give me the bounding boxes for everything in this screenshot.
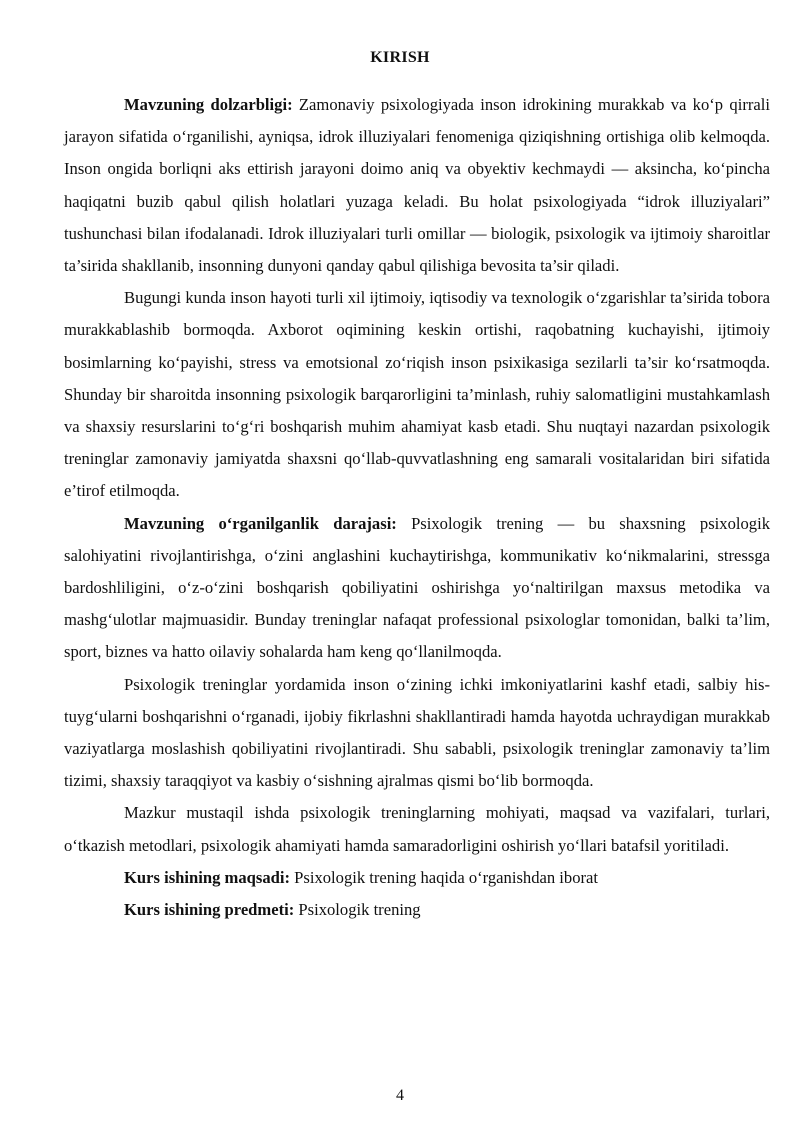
paragraph-lead: Mavzuning dolzarbligi: bbox=[124, 95, 293, 114]
body-text bbox=[64, 89, 770, 926]
paragraph-study-level bbox=[64, 508, 770, 669]
section-title: KIRISH bbox=[370, 49, 430, 66]
page-number: 4 bbox=[396, 1087, 404, 1104]
paragraph-text: Bugungi kunda inson hayoti turli xil ijtimoiy, iqtisodiy va texnologik o‘zgarishlar ta’sirida tobora murakkablashib bormoqda. Axborot oqimining keskin ortishi, raqobatning kuchayishi, ijtimoiy bosimlarning ko‘payishi, stress va emotsional zo‘riqish inson psixikasiga sezilarli ta’sir ko‘rsatmoqda. Shunday bir sharoitda insonning psixologik barqarorligini ta’minlash, ruhiy salomatligini mustahkamlash va shaxsiy resurslarini to‘g‘ri boshqarish muhim ahamiyat kasb etadi. Shu nuqtayi nazardan psixologik treninglar zamonaviy jamiyatda shaxsni qo‘llab-quvvatlashning eng samarali vositalaridan biri sifatida e’tirof etilmoqda. bbox=[64, 288, 770, 501]
paragraph-text: Psixologik trening bbox=[294, 900, 421, 920]
paragraph-lead: Mavzuning o‘rganilganlik darajasi: bbox=[124, 513, 397, 533]
paragraph-text: Mazkur mustaqil ishda psixologik treninglarning mohiyati, maqsad va vazifalari, turlari, o‘tkazish metodlari, psixologik ahamiyati hamda samaradorligini oshirish yo‘llari batafsil yoritiladi. bbox=[64, 803, 770, 855]
paragraph-lead: Kurs ishining maqsadi: bbox=[124, 867, 290, 887]
paragraph-text: Psixologik treninglar yordamida inson o‘zining ichki imkoniyatlarini kashf etadi, salbiy his-tuyg‘ularni boshqarishni o‘rganadi, ijobiy fikrlashni shakllantiradi hamda hayotda uchraydigan murakkab vaziyatlarga moslashish qobiliyatini rivojlantiradi. Shu sababli, psixologik treninglar zamonaviy ta’lim tizimi, shaxsiy taraqqiyot va kasbiy o‘sishning ajralmas qismi bo‘lib bormoqda. bbox=[64, 674, 770, 791]
paragraph-trainings bbox=[64, 669, 770, 798]
paragraph-scope bbox=[64, 797, 770, 861]
paragraph-context bbox=[64, 282, 770, 507]
paragraph-text: Zamonaviy psixologiyada inson idrokining murakkab va ko‘p qirrali jarayon sifatida o‘rganilishi, ayniqsa, idrok illuziyalari fenomeniga qiziqishning ortishiga olib kelmoqda. Inson ongida borliqni aks ettirish jarayoni doimo aniq va obyektiv kechmaydi — aksincha, ko‘pincha haqiqatni buzib qabul qilish holatlari yuzaga keladi. Bu holat psixologiyada “idrok illuziyalari” tushunchasi bilan ifodalanadi. Idrok illuziyalari turli omillar — biologik, psixologik va ijtimoiy sharoitlar ta’sirida shakllanib, insonning dunyoni qanday qabul qilishiga bevosita ta’sir qiladi. bbox=[64, 95, 770, 276]
paragraph-goal bbox=[64, 862, 770, 894]
paragraph-subject bbox=[64, 894, 770, 926]
paragraph-lead: Kurs ishining predmeti: bbox=[124, 900, 295, 920]
paragraph-text: Psixologik trening — bu shaxsning psixologik salohiyatini rivojlantirishga, o‘zini anglashini kuchaytirishga, kommunikativ ko‘nikmalarini, stressga bardoshliligini, o‘z-o‘zini boshqarish qobiliyatini oshirishga yo‘naltirilgan maxsus metodika va mashg‘ulotlar majmuasidir. Bunday treninglar nafaqat professional psixologlar tomonidan, balki ta’lim, sport, biznes va hatto oilaviy sohalarda ham keng qo‘llanilmoqda. bbox=[64, 513, 770, 662]
paragraph-text: Psixologik trening haqida o‘rganishdan iborat bbox=[290, 867, 599, 887]
paragraph-relevance bbox=[64, 89, 770, 282]
